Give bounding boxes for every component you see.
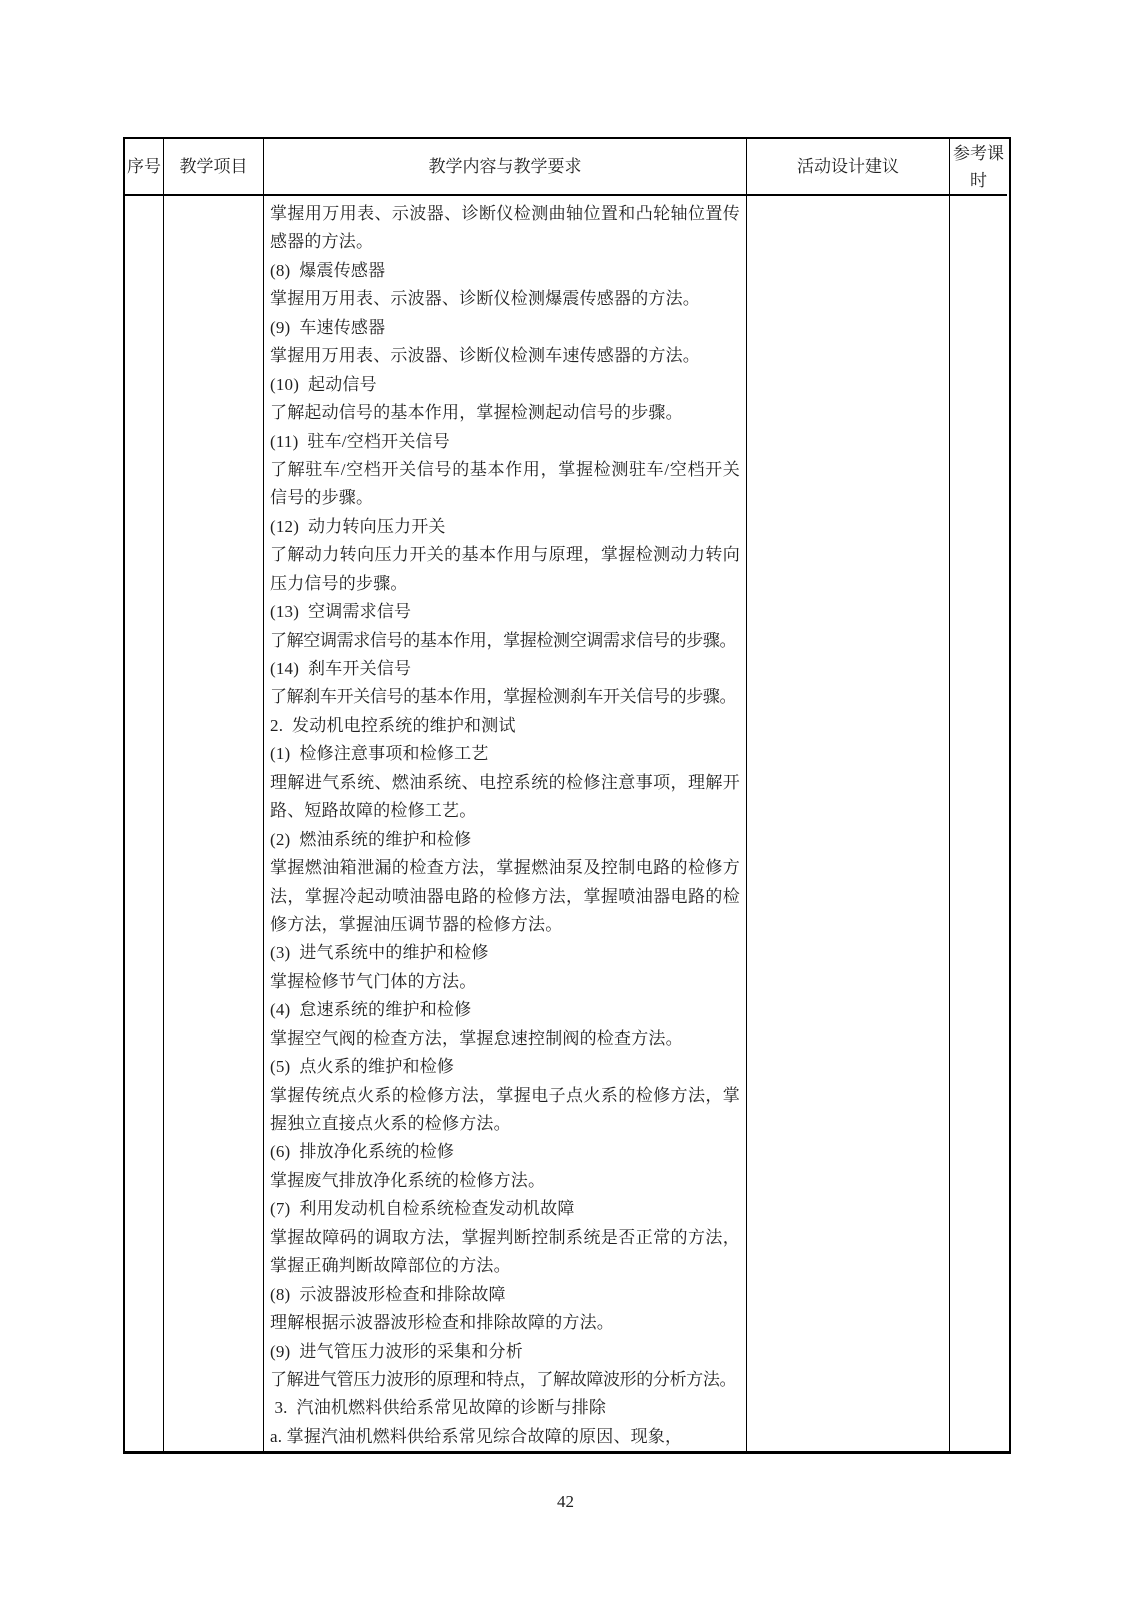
content-line: 握独立直接点火系的检修方法。 [270,1114,511,1133]
content-line: 掌握传统点火系的检修方法，掌握电子点火系的检修方法，掌 [270,1085,740,1105]
column-header-teaching-content-requirements [264,139,747,196]
content-line: (2) 燃油系统的维护和检修 [270,829,472,849]
column-header-label: 序号 [127,157,161,176]
content-line: 了解起动信号的基本作用，掌握检测起动信号的步骤。 [270,403,683,423]
curriculum-table [123,137,1011,1454]
content-line: (9) 进气管压力波形的采集和分析 [270,1341,523,1361]
content-line: 3. 汽油机燃料供给系常见故障的诊断与排除 [270,1398,607,1418]
column-header-label: 活动设计建议 [797,157,899,176]
content-line: 掌握用万用表、示波器、诊断仪检测车速传感器的方法。 [270,346,700,366]
content-line: 了解驻车/空档开关信号的基本作用，掌握检测驻车/空档开关 [270,459,740,479]
content-line: (8) 示波器波形检查和排除故障 [270,1284,506,1304]
content-line: a. 掌握汽油机燃料供给系常见综合故障的原因、现象， [270,1426,683,1446]
content-line: 修方法，掌握油压调节器的检修方法。 [270,914,563,934]
content-line: 了解空调需求信号的基本作用，掌握检测空调需求信号的步骤。 [270,630,737,650]
content-line: (13) 空调需求信号 [270,602,412,622]
cell-activity-suggestions [747,196,950,1451]
content-line: (3) 进气系统中的维护和检修 [270,943,489,963]
column-header-label: 教学项目 [179,157,248,176]
content-line: 掌握检修节气门体的方法。 [270,971,477,991]
content-line: 掌握正确判断故障部位的方法。 [270,1256,511,1276]
content-line: 法，掌握冷起动喷油器电路的检修方法，掌握喷油器电路的检 [270,886,740,906]
column-header-label: 教学内容与教学要求 [428,157,582,176]
content-line: (7) 利用发动机自检系统检查发动机故障 [270,1199,575,1219]
content-line: (11) 驻车/空档开关信号 [270,431,450,451]
content-line: 压力信号的步骤。 [270,573,408,593]
column-header-label: 参考课时 [953,143,1004,190]
content-line: (8) 爆震传感器 [270,260,386,280]
column-header-serial-number [125,139,164,196]
content-line: (6) 排放净化系统的检修 [270,1142,455,1162]
content-line: 掌握用万用表、示波器、诊断仪检测曲轴位置和凸轮轴位置传 [270,204,740,223]
content-line: 感器的方法。 [270,232,374,252]
page-number: 42 [557,1492,574,1511]
cell-teaching-content [264,196,747,1451]
content-line: (1) 检修注意事项和检修工艺 [270,744,489,764]
content-line: 了解刹车开关信号的基本作用，掌握检测刹车开关信号的步骤。 [270,687,737,707]
content-line: 信号的步骤。 [270,488,374,508]
content-line: 掌握废气排放净化系统的检修方法。 [270,1170,546,1190]
content-line: (9) 车速传感器 [270,317,386,337]
cell-serial-number [125,196,164,1451]
content-line: 了解进气管压力波形的原理和特点，了解故障波形的分析方法。 [270,1369,737,1389]
cell-reference-hours [950,196,1007,1451]
cell-teaching-project [164,196,264,1451]
content-line: 掌握故障码的调取方法，掌握判断控制系统是否正常的方法， [270,1227,740,1247]
content-line: 了解动力转向压力开关的基本作用与原理，掌握检测动力转向 [270,545,740,565]
content-line: 掌握用万用表、示波器、诊断仪检测爆震传感器的方法。 [270,289,700,309]
content-line: 路、短路故障的检修工艺。 [270,801,477,821]
content-line: (12) 动力转向压力开关 [270,516,446,536]
column-header-reference-hours [950,139,1007,196]
content-line: 2. 发动机电控系统的维护和测试 [270,715,516,735]
content-line: (14) 刹车开关信号 [270,659,412,678]
content-line: (4) 怠速系统的维护和检修 [270,1000,472,1020]
content-line: 理解进气系统、燃油系统、电控系统的检修注意事项，理解开 [270,772,740,792]
content-line: 理解根据示波器波形检查和排除故障的方法。 [270,1313,614,1333]
column-header-activity-design-suggestions [747,139,950,196]
column-header-teaching-project [164,139,264,196]
content-line: (5) 点火系的维护和检修 [270,1057,455,1077]
content-line: (10) 起动信号 [270,374,377,394]
content-line: 掌握燃油箱泄漏的检查方法，掌握燃油泵及控制电路的检修方 [270,858,740,878]
content-line: 掌握空气阀的检查方法，掌握怠速控制阀的检查方法。 [270,1028,683,1048]
